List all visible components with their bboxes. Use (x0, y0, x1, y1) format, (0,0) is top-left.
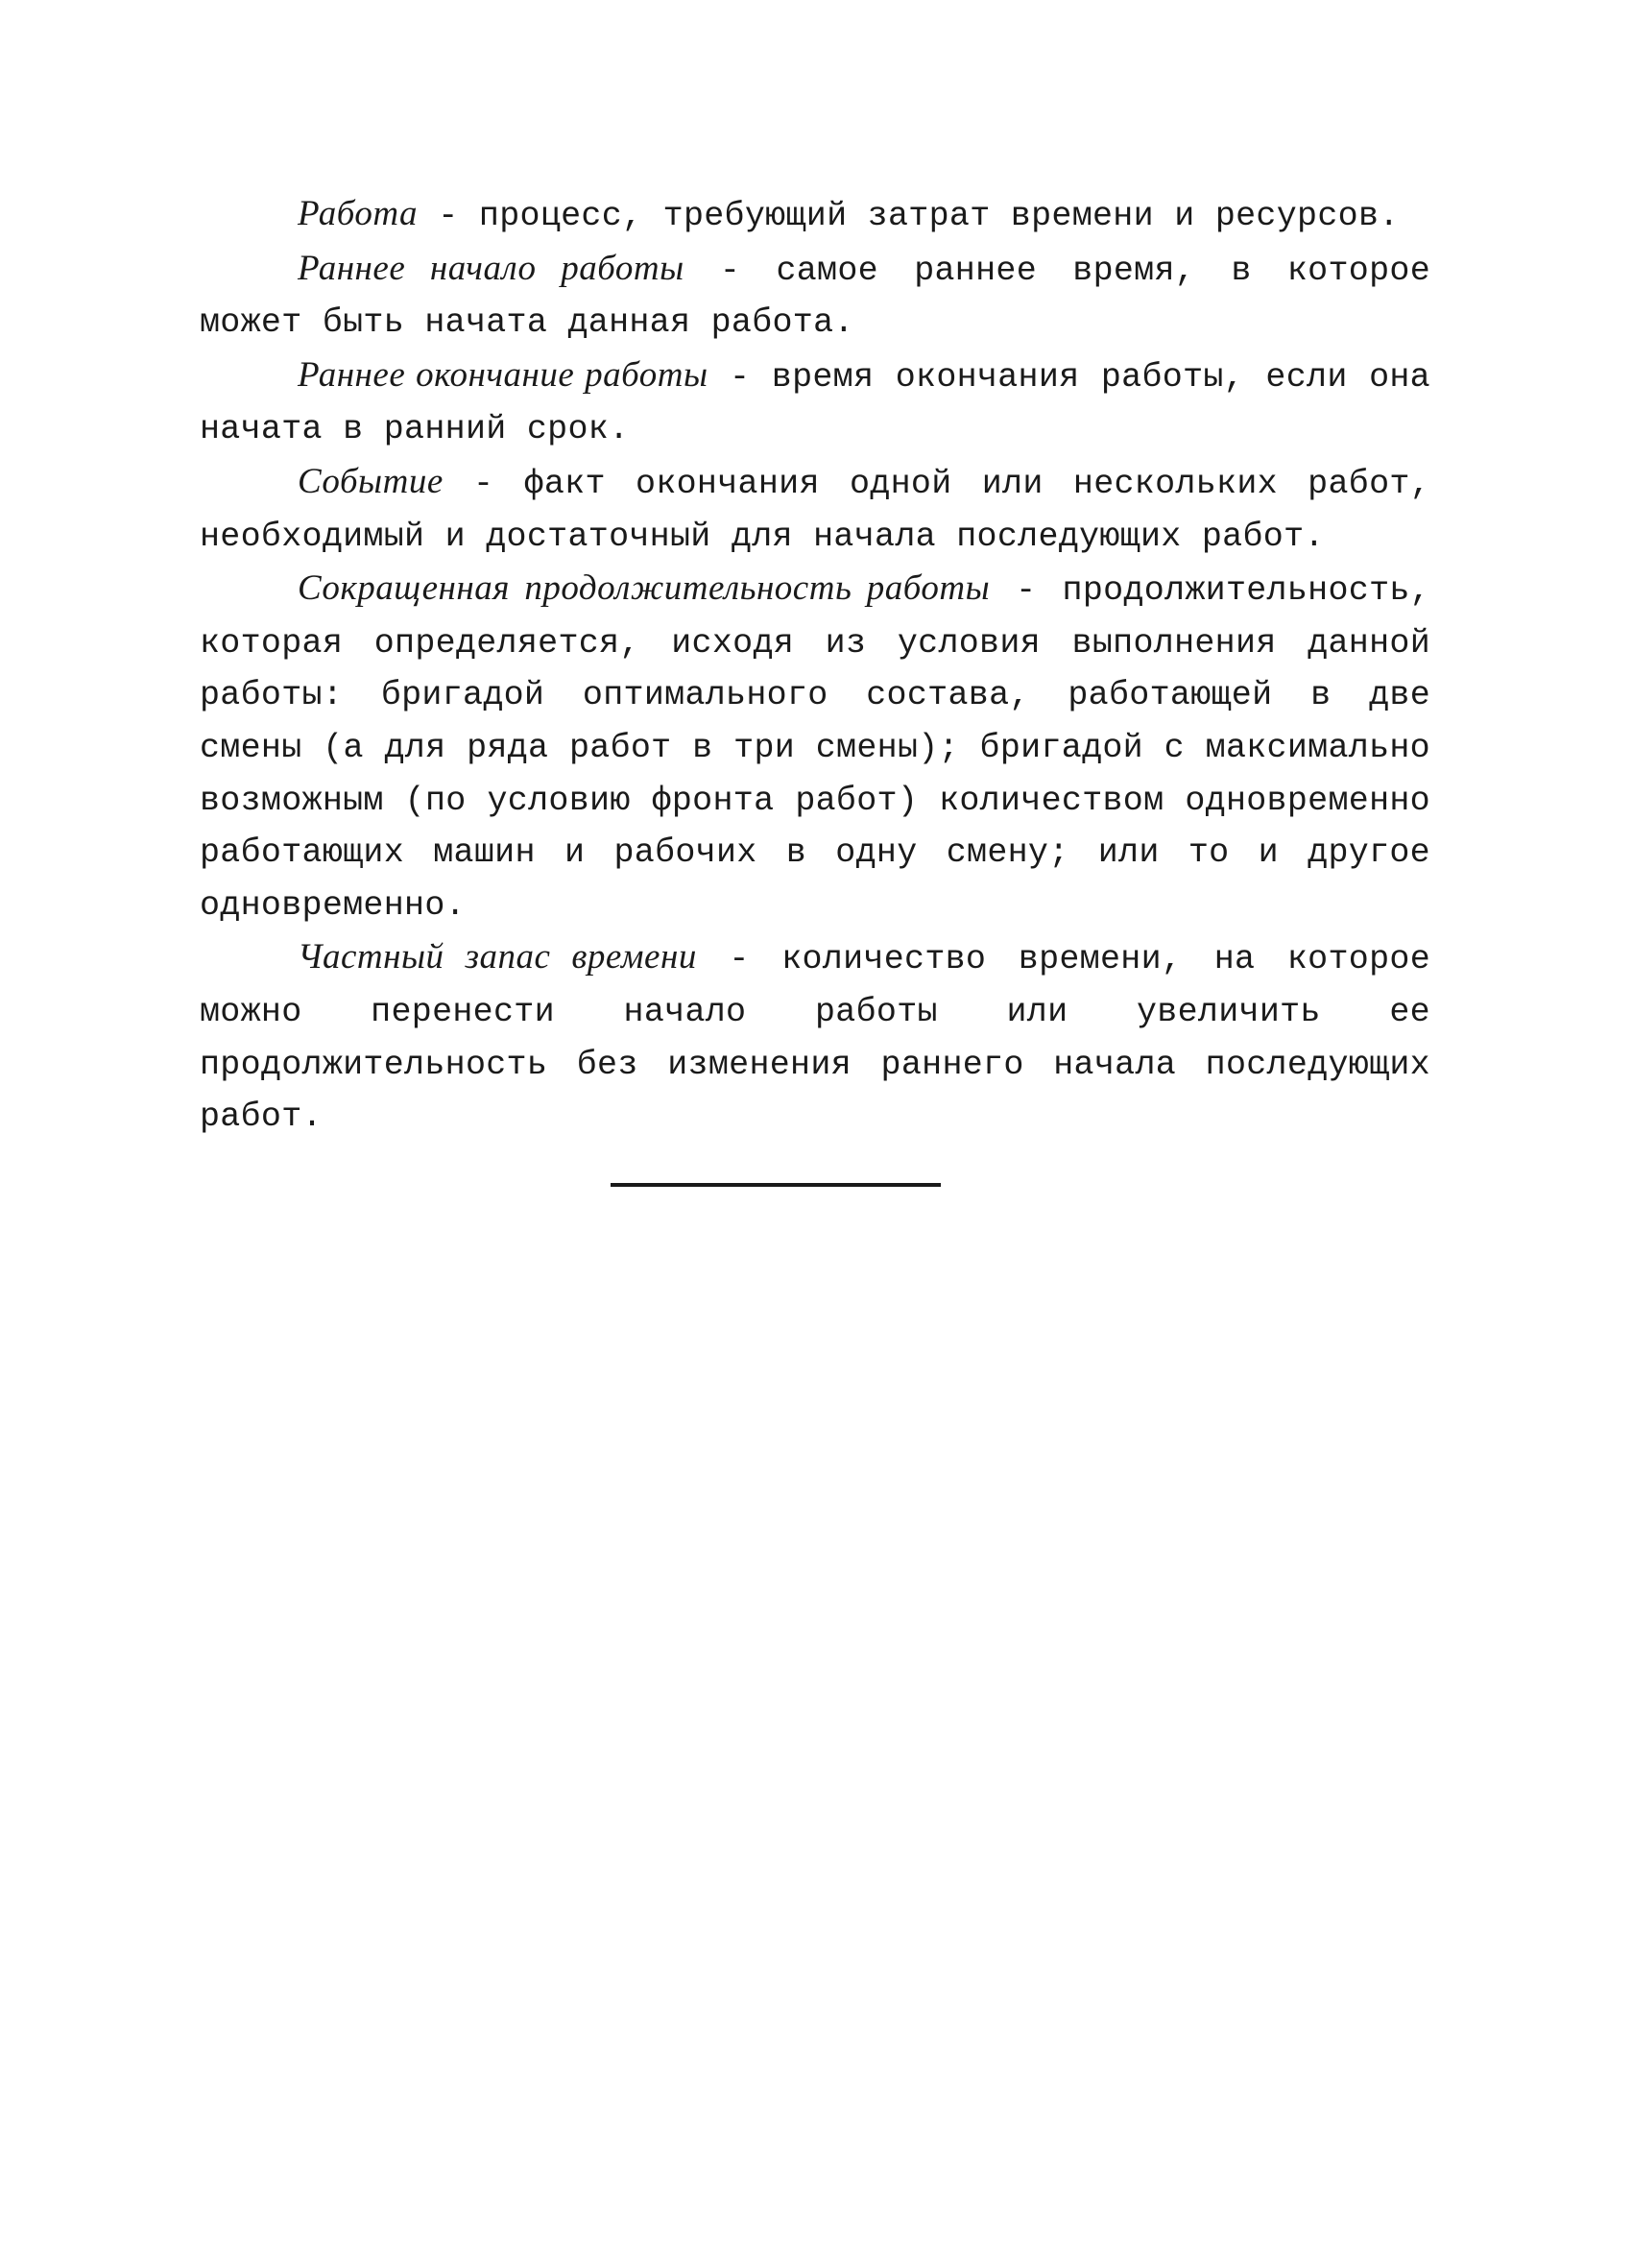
definition-rabota (200, 188, 1430, 243)
separator: - (417, 197, 479, 235)
section-divider (611, 1183, 941, 1187)
definition-text: процесс, требующий затрат времени и ресурсов. (478, 197, 1400, 235)
separator: - (443, 464, 524, 503)
definition-rannee-nachalo (200, 243, 1430, 350)
definition-chastnyi-zapas (200, 931, 1430, 1143)
definition-term: Сокращенная продолжительность работы (298, 568, 991, 609)
definition-text: количество времени, на которое можно перенести начало работы или увеличить ее продолжительность без изменения раннего начала последующих работ. (200, 940, 1430, 1137)
definition-text: продолжительность, которая определяется, исходя из условия выполнения данной работы: бригадой оптимального состава, работающей в две смены (а для ряда работ в три смены); бригадой с максимально возможным (по условию фронта работ) количеством одновременно работающих машин и рабочих в одну смену; или то и другое одновременно. (200, 571, 1430, 925)
definitions-text (200, 188, 1430, 1144)
definition-text: самое раннее время, в которое может быть начата данная работа. (200, 251, 1430, 343)
definition-sokrashchennaya (200, 563, 1430, 931)
definition-term: Раннее начало работы (298, 248, 684, 288)
definition-term: Работа (298, 194, 418, 233)
definition-text: время окончания работы, если она начата в ранний срок. (200, 357, 1430, 449)
definition-term: Событие (298, 461, 444, 501)
separator: - (990, 571, 1063, 611)
separator: - (684, 251, 777, 290)
separator: - (708, 357, 772, 397)
definition-term: Раннее окончание работы (298, 354, 708, 395)
definition-text: факт окончания одной или нескольких работ, необходимый и достаточный для начала последующих работ. (200, 464, 1430, 556)
definition-term: Частный запас времени (298, 937, 697, 977)
definition-rannee-okonchanie (200, 350, 1430, 456)
separator: - (696, 940, 782, 979)
definition-sobytie (200, 456, 1430, 563)
